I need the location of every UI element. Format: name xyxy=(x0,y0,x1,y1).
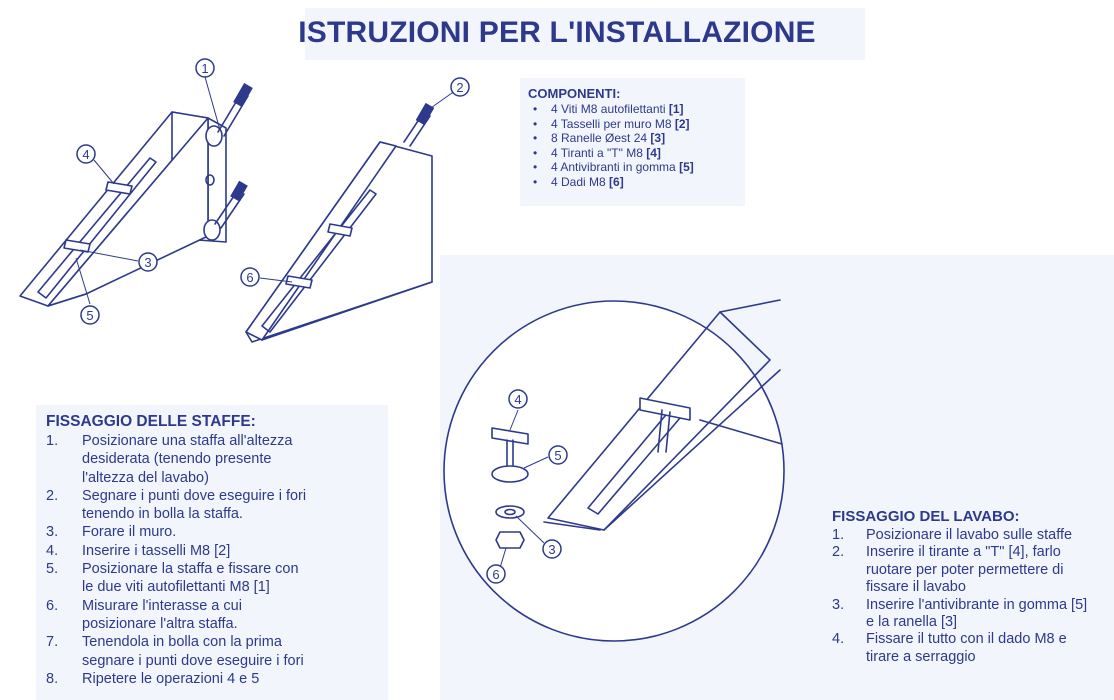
bracket-b-drawing xyxy=(246,103,434,342)
callout-4 xyxy=(77,145,95,163)
callout-6 xyxy=(241,268,259,286)
callout-5 xyxy=(81,306,99,324)
component-item: • 4 Tiranti a "T" M8 [4] xyxy=(533,146,694,161)
staffe-instructions xyxy=(46,413,346,688)
component-item: • 4 Viti M8 autofilettanti [1] xyxy=(533,102,694,117)
lavabo-instructions xyxy=(832,508,1114,666)
bracket-a-thread xyxy=(230,83,253,201)
staffe-step: 3. Forare il muro. xyxy=(46,524,177,541)
lavabo-step: 3. Inserire l'antivibrante in gomma [5] e la ranella [3] xyxy=(832,596,1088,631)
lavabo-step: 1. Posizionare il lavabo sulle staffe xyxy=(832,527,1073,543)
bracket-a-drawing xyxy=(20,92,248,306)
lavabo-heading: FISSAGGIO DEL LAVABO: xyxy=(832,508,1020,525)
component-item: • 8 Ranelle Øest 24 [3] xyxy=(533,131,694,146)
svg-text:3: 3 xyxy=(144,255,152,270)
detail-callout-5 xyxy=(549,446,567,464)
svg-text:1: 1 xyxy=(201,61,209,76)
staffe-step: 6. Misurare l'interasse a cui posizionare l'altra staffa. xyxy=(46,597,242,632)
components-items xyxy=(528,102,694,189)
component-item: • 4 Tasselli per muro M8 [2] xyxy=(533,117,694,132)
lavabo-step: 2. Inserire il tirante a "T" [4], farlo ruotare per poter permettere di fissare il lavabo xyxy=(832,544,1064,596)
svg-text:4: 4 xyxy=(514,392,522,407)
staffe-step: 2. Segnare i punti dove eseguire i fori tenendo in bolla la staffa. xyxy=(46,487,307,523)
svg-text:4: 4 xyxy=(82,147,90,162)
lavabo-step: 4. Fissare il tutto con il dado M8 e tirare a serraggio xyxy=(832,631,1067,665)
svg-text:2: 2 xyxy=(456,80,464,95)
callout-2 xyxy=(451,78,469,96)
svg-text:6: 6 xyxy=(246,270,254,285)
callout-3 xyxy=(139,253,157,271)
staffe-step: 5. Posizionare la staffa e fissare con le due viti autofilettanti M8 [1] xyxy=(46,561,299,596)
svg-text:5: 5 xyxy=(86,308,94,323)
callout-1 xyxy=(196,59,214,77)
lavabo-steps xyxy=(832,527,1114,666)
staffe-steps xyxy=(46,432,346,688)
staffe-step: 8. Ripetere le operazioni 4 e 5 xyxy=(46,670,260,687)
staffe-step: 1. Posizionare una staffa all'altezza desiderata (tenendo presente l'altezza del lavabo) xyxy=(46,433,293,486)
svg-text:5: 5 xyxy=(554,448,562,463)
detail-callout-3 xyxy=(543,540,561,558)
component-item: • 4 Antivibranti in gomma [5] xyxy=(533,160,694,175)
staffe-step: 7. Tenendola in bolla con la prima segnare i punti dove eseguire i fori xyxy=(46,634,304,669)
components-list xyxy=(528,86,694,189)
detail-drawing xyxy=(444,300,784,641)
component-item: • 4 Dadi M8 [6] xyxy=(533,175,694,190)
svg-text:6: 6 xyxy=(492,567,500,582)
components-heading: COMPONENTI: xyxy=(528,86,621,101)
staffe-step: 4. Inserire i tasselli M8 [2] xyxy=(46,542,231,559)
svg-text:3: 3 xyxy=(548,542,556,557)
detail-callout-4 xyxy=(509,390,527,408)
page-title: ISTRUZIONI PER L'INSTALLAZIONE xyxy=(298,16,816,49)
detail-callout-6 xyxy=(487,565,505,583)
staffe-heading: FISSAGGIO DELLE STAFFE: xyxy=(46,413,256,430)
